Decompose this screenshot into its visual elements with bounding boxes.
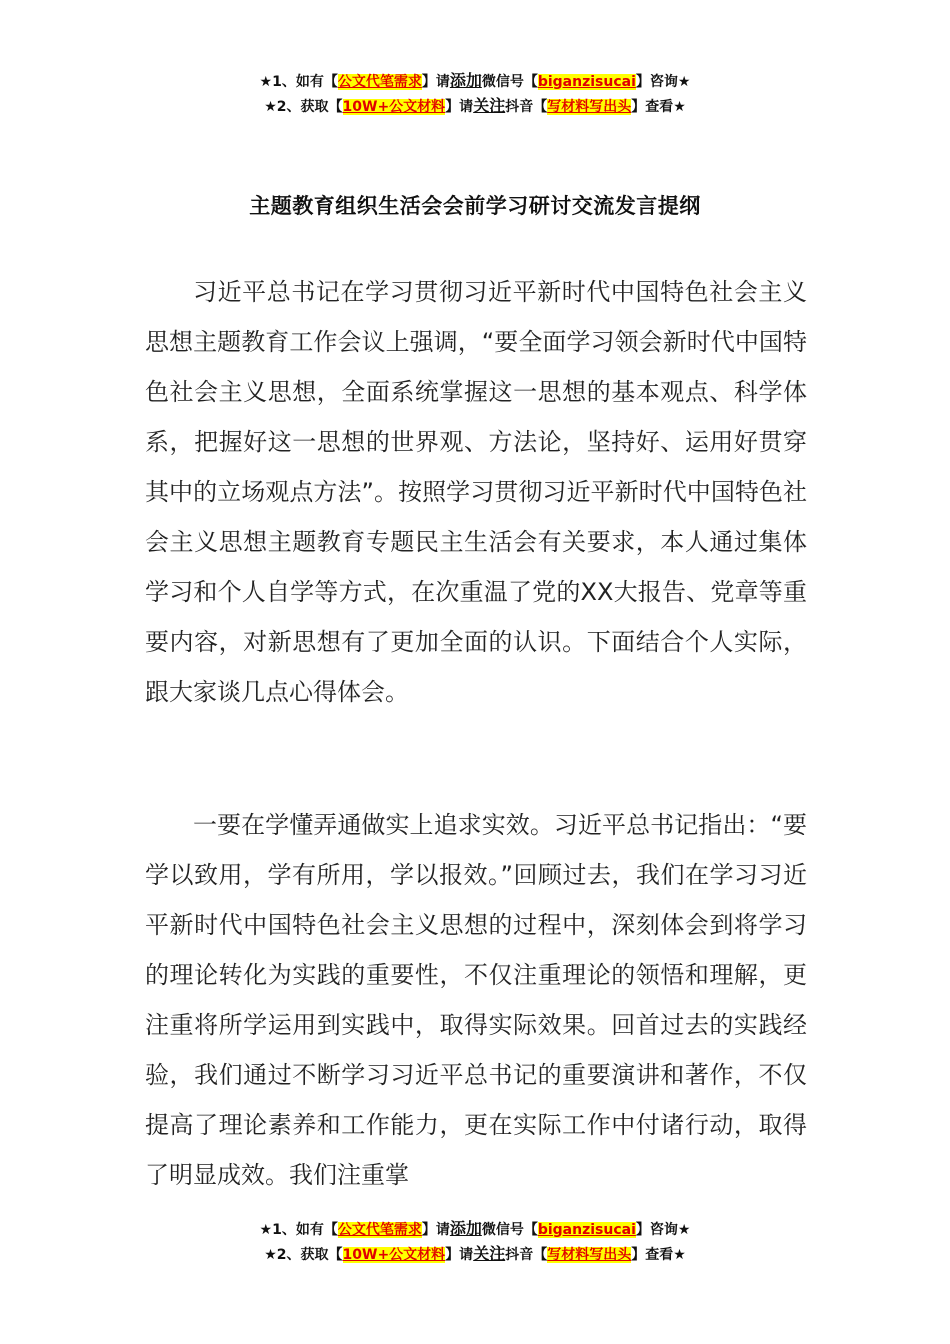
banner-text: 】咨询★: [635, 74, 691, 90]
banner-text: 】请: [421, 1222, 450, 1238]
banner-text: 】请: [445, 99, 474, 115]
banner-text: ★2、获取【: [264, 99, 343, 115]
banner-text: 】请: [445, 1247, 474, 1263]
highlight-materials: 10W+公文材料: [342, 99, 446, 115]
banner-text: ★1、如有【: [259, 1222, 338, 1238]
highlight-ghostwriting: 公文代笔需求: [337, 1222, 422, 1238]
banner-line-1: [0, 69, 950, 94]
banner-line-2: [0, 94, 950, 119]
highlight-douyin-account: 写材料写出头: [547, 99, 632, 115]
highlight-wechat-id: biganzisucai: [537, 1222, 636, 1238]
banner-emphasis-follow: 关注: [473, 96, 506, 115]
banner-text: 】咨询★: [635, 1222, 691, 1238]
bottom-banner: [0, 1217, 950, 1267]
banner-text: 】查看★: [631, 99, 686, 115]
highlight-douyin-account: 写材料写出头: [547, 1247, 632, 1263]
banner-text: 微信号【: [481, 74, 538, 90]
highlight-ghostwriting: 公文代笔需求: [337, 74, 422, 90]
banner-emphasis-add: 添加: [449, 1219, 482, 1238]
highlight-wechat-id: biganzisucai: [537, 74, 636, 90]
paragraph-point-one: 一要在学懂弄通做实上追求实效。习近平总书记指出：“要学以致用，学有所用，学以报效。”回顾过去，我们在学习习近平新时代中国特色社会主义思想的过程中，深刻体会到将学习的理论转化为实践的重要性，不仅注重理论的领悟和理解，更注重将所学运用到实践中，取得实际效果。回首过去的实践经验，我们通过不断学习习近平总书记的重要演讲和著作，不仅提高了理论素养和工作能力，更在实际工作中付诸行动，取得了明显成效。我们注重掌: [145, 811, 807, 1189]
banner-emphasis-add: 添加: [449, 71, 482, 90]
highlight-materials: 10W+公文材料: [342, 1247, 446, 1263]
banner-text: 】查看★: [631, 1247, 686, 1263]
banner-text: ★2、获取【: [264, 1247, 343, 1263]
banner-text: 微信号【: [481, 1222, 538, 1238]
banner-emphasis-follow: 关注: [473, 1244, 506, 1263]
banner-text: 抖音【: [505, 99, 548, 115]
banner-line-2: [0, 1242, 950, 1267]
banner-text: 】请: [421, 74, 450, 90]
banner-text: ★1、如有【: [259, 74, 338, 90]
top-banner: [0, 69, 950, 119]
document-title: 主题教育组织生活会会前学习研讨交流发言提纲: [249, 194, 701, 218]
paragraph-intro: 习近平总书记在学习贯彻习近平新时代中国特色社会主义思想主题教育工作会议上强调，“要全面学习领会新时代中国特色社会主义思想，全面系统掌握这一思想的基本观点、科学体系，把握好这一思想的世界观、方法论，坚持好、运用好贯穿其中的立场观点方法”。按照学习贯彻习近平新时代中国特色社会主义思想主题教育专题民主生活会有关要求，本人通过集体学习和个人自学等方式，在次重温了党的XX大报告、党章等重要内容，对新思想有了更加全面的认识。下面结合个人实际，跟大家谈几点心得体会。: [145, 278, 807, 706]
banner-text: 抖音【: [505, 1247, 548, 1263]
banner-line-1: [0, 1217, 950, 1242]
